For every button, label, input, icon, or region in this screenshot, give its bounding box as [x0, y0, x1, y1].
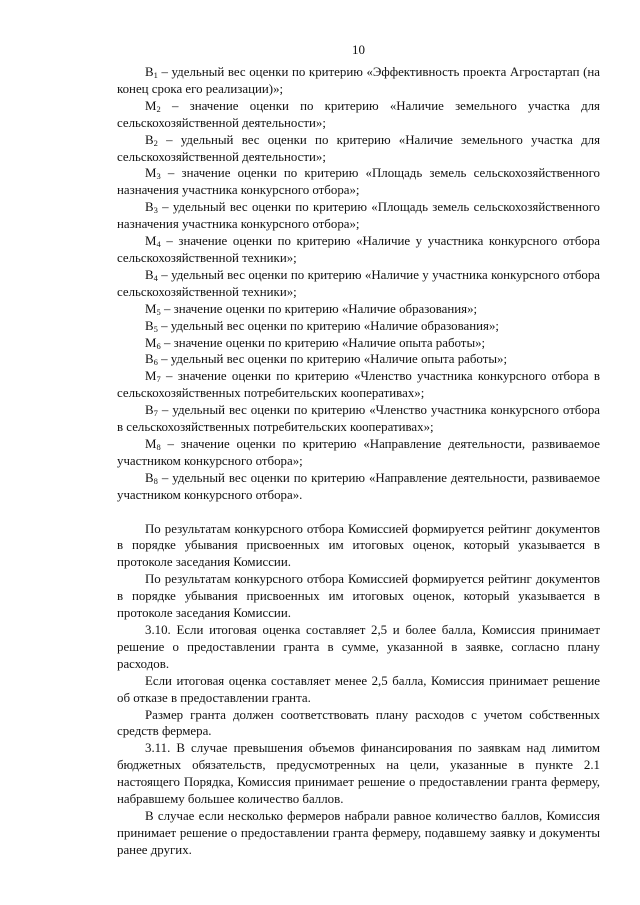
definition-item	[117, 368, 600, 402]
variable-symbol: M	[145, 98, 157, 113]
page-number: 10	[352, 42, 365, 57]
definition-text: – удельный вес оценки по критерию «Членство участника конкурсного отбора в сельскохозяйственных потребительских кооперативах»;	[117, 403, 600, 435]
variable-symbol: M	[145, 335, 157, 350]
definition-item	[117, 98, 600, 132]
definition-item	[117, 64, 600, 98]
definition-item	[117, 199, 600, 233]
variable-symbol: M	[145, 166, 157, 181]
definition-text: – удельный вес оценки по критерию «Площадь земель сельскохозяйственного назначения участника конкурсного отбора»;	[117, 200, 600, 232]
variable-symbol: B	[145, 200, 154, 215]
definition-item	[117, 470, 600, 504]
definition-text: – значение оценки по критерию «Членство участника конкурсного отбора в сельскохозяйственных потребительских кооперативах»;	[117, 369, 600, 401]
definition-item	[117, 132, 600, 166]
variable-index: 3	[153, 205, 158, 216]
definition-text: – удельный вес оценки по критерию «Наличие опыта работы»;	[157, 352, 508, 367]
variable-symbol: B	[145, 318, 154, 333]
paragraph: 3.11. В случае превышения объемов финансирования по заявкам над лимитом бюджетных обязательств, предусмотренных на цели, указанные в пункте 2.1 настоящего Порядка, Комиссия принимает решение о предоставлении гранта фермеру, набравшему большее количество баллов.	[117, 741, 600, 807]
paragraph: По результатам конкурсного отбора Комиссией формируется рейтинг документов в порядке убывания присвоенных им итоговых оценок, который указывается в протоколе заседания Комиссии.	[117, 521, 600, 570]
definition-item	[117, 301, 600, 318]
variable-index: 5	[153, 323, 158, 334]
variable-index: 5	[156, 306, 161, 317]
definition-text: – удельный вес оценки по критерию «Наличие образования»;	[157, 318, 499, 333]
paragraph: Размер гранта должен соответствовать плану расходов с учетом собственных средств фермера.	[117, 707, 600, 739]
definition-item	[117, 165, 600, 199]
variable-symbol: B	[145, 267, 154, 282]
variable-index: 7	[156, 374, 161, 385]
definition-text: – удельный вес оценки по критерию «Наличие земельного участка для сельскохозяйственной деятельности»;	[117, 132, 600, 164]
paragraph: По результатам конкурсного отбора Комиссией формируется рейтинг документов в порядке убывания присвоенных им итоговых оценок, который указывается в протоколе заседания Комиссии.	[117, 572, 600, 621]
paragraph: Если итоговая оценка составляет менее 2,5 балла, Комиссия принимает решение об отказе в предоставлении гранта.	[117, 673, 600, 705]
paragraph-spacer	[117, 504, 600, 521]
variable-index: 2	[156, 103, 161, 114]
variable-index: 6	[156, 340, 161, 351]
variable-symbol: M	[145, 234, 157, 249]
variable-symbol: M	[145, 436, 157, 451]
definition-text: – значение оценки по критерию «Площадь земель сельскохозяйственного назначения участника конкурсного отбора»;	[117, 166, 600, 198]
paragraph: 3.10. Если итоговая оценка составляет 2,5 и более балла, Комиссия принимает решение о предоставлении гранта в сумме, указанной в заявке, согласно плану расходов.	[117, 623, 600, 671]
definition-text: – значение оценки по критерию «Наличие опыта работы»;	[160, 335, 486, 350]
variable-index: 4	[156, 239, 161, 250]
definition-item	[117, 318, 600, 335]
variable-index: 6	[153, 357, 158, 368]
variable-index: 2	[153, 137, 158, 148]
variable-index: 8	[156, 441, 161, 452]
body-text	[117, 521, 600, 859]
definition-item	[117, 351, 600, 368]
definition-text: – удельный вес оценки по критерию «Наличие у участника конкурсного отбора сельскохозяйственной техники»;	[117, 267, 600, 299]
variable-symbol: B	[145, 132, 154, 147]
variable-index: 3	[156, 171, 161, 182]
variable-index: 4	[153, 272, 158, 283]
variable-symbol: M	[145, 301, 157, 316]
variable-symbol: B	[145, 403, 154, 418]
definitions-list	[117, 64, 600, 504]
variable-symbol: B	[145, 65, 154, 79]
definition-item	[117, 267, 600, 301]
definition-text: – удельный вес оценки по критерию «Направление деятельности, развиваемое участником конкурсного отбора».	[117, 470, 600, 502]
variable-index: 1	[153, 70, 158, 80]
definition-text: – значение оценки по критерию «Наличие образования»;	[160, 301, 478, 316]
variable-index: 7	[153, 408, 158, 419]
definition-item	[117, 335, 600, 352]
variable-symbol: M	[145, 369, 157, 384]
variable-symbol: B	[145, 352, 154, 367]
paragraph: В случае если несколько фермеров набрали равное количество баллов, Комиссия принимает решение о предоставлении гранта фермеру, подавшему заявку и документы ранее других.	[117, 808, 600, 857]
definition-text: – значение оценки по критерию «Наличие у участника конкурсного отбора сельскохозяйственной техники»;	[117, 234, 600, 265]
definition-item	[117, 436, 600, 470]
definition-text: – значение оценки по критерию «Направление деятельности, развиваемое участником конкурсного отбора»;	[117, 436, 600, 468]
definition-text: – значение оценки по критерию «Наличие земельного участка для сельскохозяйственной деятельности»;	[117, 98, 600, 130]
definition-text: – удельный вес оценки по критерию «Эффективность проекта Агростартап (на конец срока его реализации)»;	[117, 65, 600, 96]
variable-symbol: B	[145, 470, 154, 485]
definition-item	[117, 402, 600, 436]
definition-item	[117, 233, 600, 267]
variable-index: 8	[153, 475, 158, 486]
